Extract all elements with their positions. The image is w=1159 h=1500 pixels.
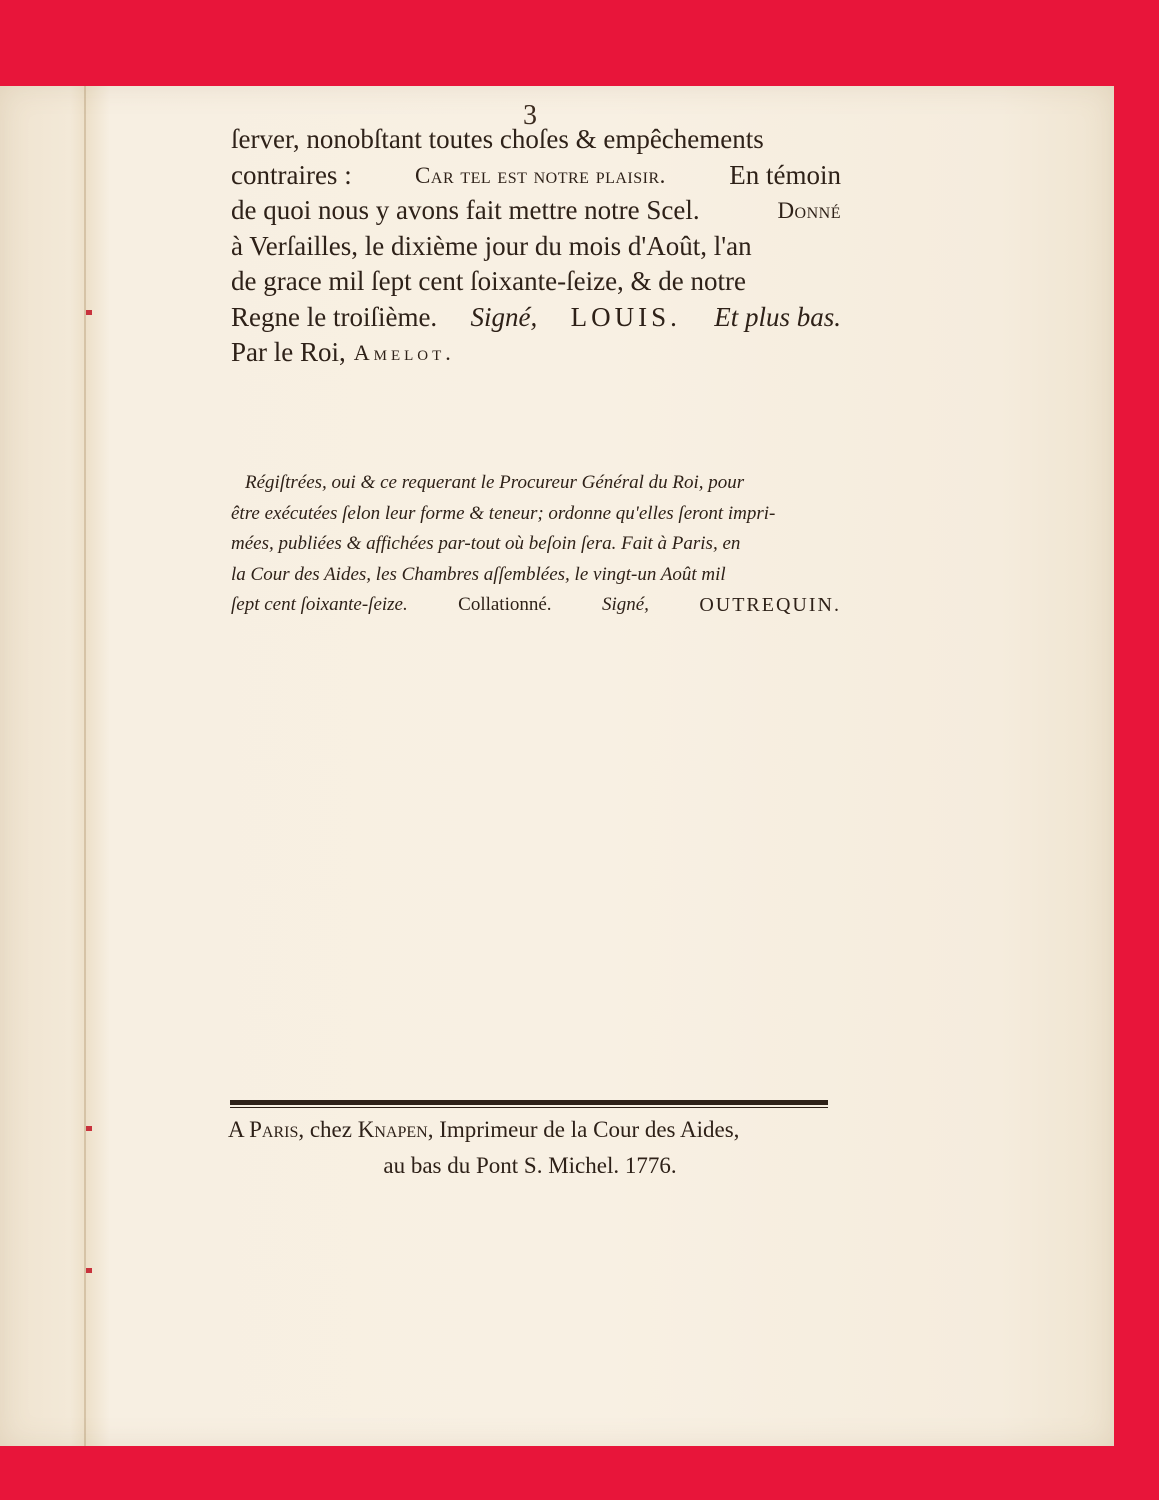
text-segment: , chez xyxy=(298,1117,352,1142)
text-line xyxy=(231,590,841,621)
text-segment: à Verſailles, le dixième jour du mois d'Août, l'an xyxy=(231,230,752,261)
text-line xyxy=(231,193,841,229)
text-segment: Regne le troiſième. xyxy=(231,301,438,332)
text-line xyxy=(228,1112,832,1148)
text-segment: de quoi nous y avons fait mettre notre Scel. xyxy=(231,195,700,225)
text-line xyxy=(231,300,841,336)
text-line xyxy=(228,1148,832,1184)
signature-louis: LOUIS. xyxy=(570,301,681,332)
text-line xyxy=(231,468,841,499)
text-segment: ſept cent ſoixante-ſeize. xyxy=(231,594,408,615)
text-line xyxy=(231,529,841,560)
text-segment: Et plus bas. xyxy=(714,301,841,332)
text-line xyxy=(231,229,841,265)
signature-amelot: Amelot. xyxy=(353,340,455,365)
page-fold xyxy=(84,86,86,1446)
divider-rule xyxy=(230,1107,828,1108)
text-segment: En témoin xyxy=(729,159,841,190)
text-segment: être exécutées ſelon leur forme & teneur; ordonne qu'elles ſeront impri- xyxy=(231,502,776,524)
text-segment: Donné xyxy=(777,198,841,223)
text-line xyxy=(231,499,841,530)
text-segment: de grace mil ſept cent ſoixante-ſeize, & de notre xyxy=(231,266,747,296)
text-line xyxy=(231,264,841,300)
royal-formula: Car tel est notre plaisir. xyxy=(415,162,666,188)
text-segment: la Cour des Aides, les Chambres aſſemblées, le vingt-un Août mil xyxy=(231,563,726,585)
text-segment: au bas du Pont S. Michel. 1776. xyxy=(383,1153,677,1178)
place-name: Paris xyxy=(249,1117,299,1142)
text-segment: Collationné. xyxy=(458,594,552,615)
signature-outrequin: OUTREQUIN. xyxy=(699,594,841,616)
text-segment: contraires : xyxy=(231,159,352,190)
text-segment xyxy=(228,1112,739,1148)
text-segment: ſerver, nonobſtant toutes choſes & empêchements xyxy=(231,124,764,154)
printer-imprint xyxy=(228,1112,832,1184)
text-line xyxy=(231,560,841,591)
printer-name: Knapen xyxy=(357,1117,428,1142)
text-line xyxy=(231,158,841,194)
binding-mark xyxy=(86,310,92,315)
signed-label: Signé, xyxy=(601,594,649,615)
binding-mark xyxy=(86,1268,92,1273)
page-number: 3 xyxy=(523,100,537,131)
registration-note xyxy=(231,468,841,621)
text-segment: Régiſtrées, oui & ce requerant le Procureur Général du Roi, pour xyxy=(245,472,745,493)
signed-label: Signé, xyxy=(470,301,538,332)
text-segment: , Imprimeur de la Cour des Aides, xyxy=(427,1117,740,1142)
binding-mark xyxy=(86,1126,92,1131)
text-line xyxy=(231,335,841,371)
text-segment: mées, publiées & affichées par-tout où beſoin ſera. Fait à Paris, en xyxy=(231,533,741,554)
text-segment: Par le Roi, xyxy=(231,337,346,367)
main-text xyxy=(231,122,841,371)
text-line xyxy=(231,122,841,158)
text-segment: A xyxy=(228,1117,244,1142)
divider-rule xyxy=(230,1100,828,1105)
